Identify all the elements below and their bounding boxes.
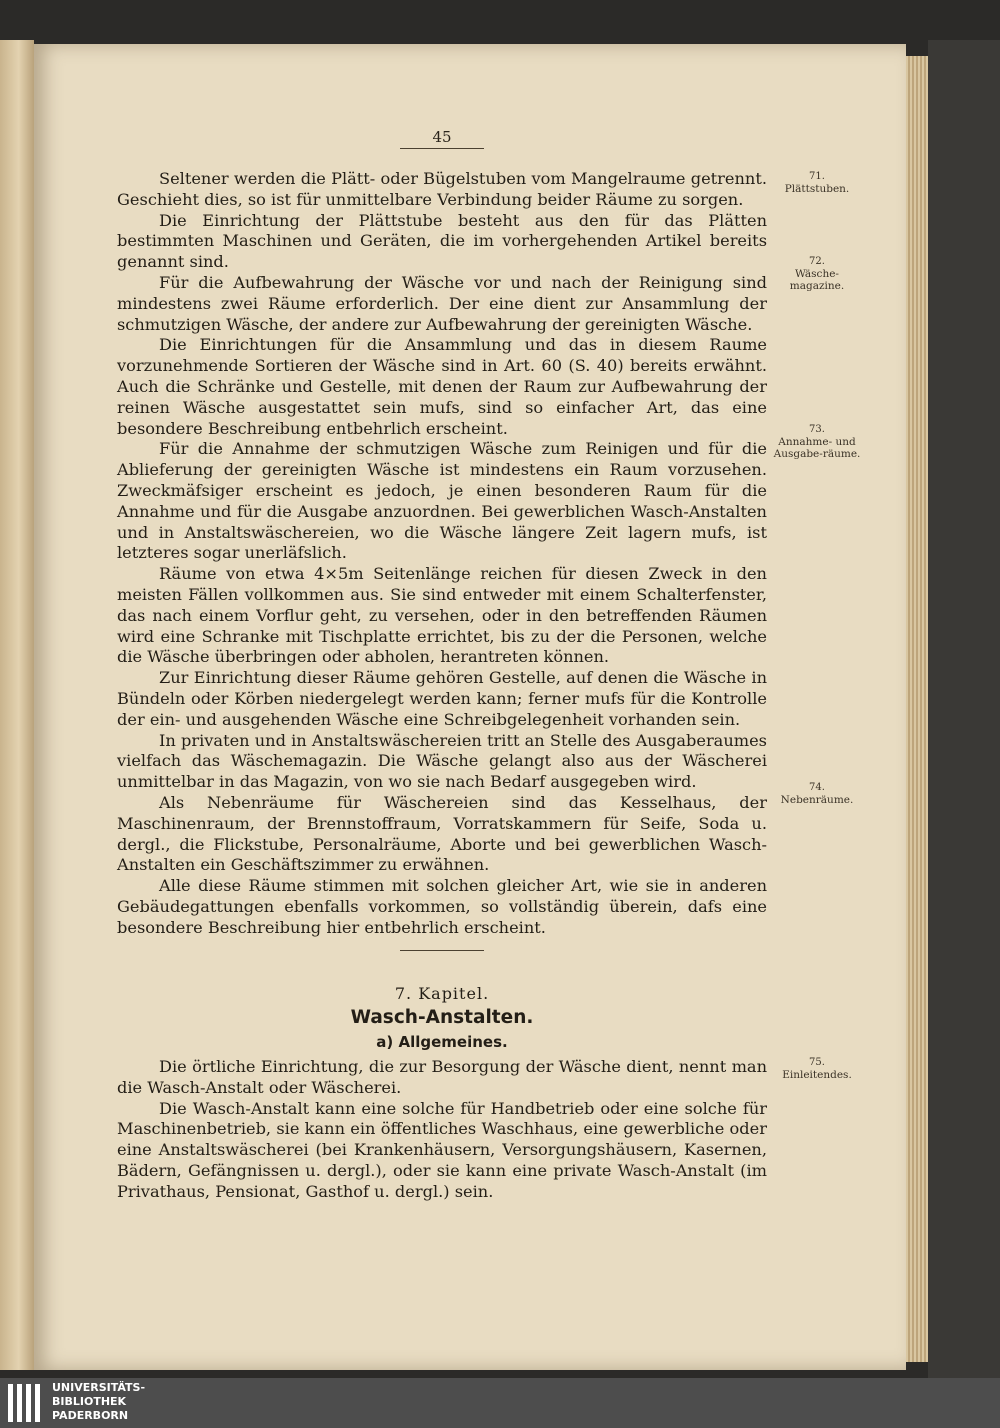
section-divider	[400, 950, 484, 951]
paragraph: Die Einrichtung der Plättstube besteht aus den für das Plätten bestimmten Maschinen und Geräten, die im vorhergehenden Artikel bereits genannt sind.	[117, 210, 767, 272]
margin-note-71	[768, 171, 866, 195]
margin-note-number: 74.	[809, 782, 825, 793]
margin-note-number: 73.	[809, 424, 825, 435]
footer-bar	[0, 1378, 1000, 1428]
margin-note-73	[768, 424, 866, 460]
margin-note-text: Nebenräume.	[780, 794, 854, 806]
margin-note-text: Annahme- und Ausgabe-räume.	[773, 436, 861, 460]
chapter-subtitle: a) Allgemeines.	[376, 1033, 508, 1051]
paragraph: Für die Aufbewahrung der Wäsche vor und nach der Reinigung sind mindestens zwei Räume erforderlich. Der eine dient zur Ansammlung der schmutzigen Wäsche, der andere zur Aufbewahrung der gereinigten Wäsche.	[117, 272, 767, 334]
page-edges-right	[906, 56, 928, 1362]
margin-note-text: Einleitendes.	[782, 1069, 852, 1081]
paragraph: In privaten und in Anstaltswäschereien tritt an Stelle des Ausgaberaumes vielfach das Wäschemagazin. Die Wäsche gelangt also aus der Wäscherei unmittelbar in das Magazin, von wo sie nach Bedarf ausgegeben wird.	[117, 730, 767, 792]
margin-note-74	[768, 782, 866, 806]
page-number: 45	[400, 128, 484, 149]
library-logo-icon	[8, 1384, 42, 1422]
margin-note-text: Wäsche-magazine.	[789, 268, 845, 292]
margin-note-72	[768, 256, 866, 292]
paragraph: Als Nebenräume für Wäschereien sind das Kesselhaus, der Maschinenraum, der Brennstoffraum, Vorratskammern für Seife, Soda u. dergl., die Flickstube, Personalräume, Aborte und bei gewerblichen Wasch-Anstalten ein Geschäftszimmer zu erwähnen.	[117, 792, 767, 875]
paragraph: Zur Einrichtung dieser Räume gehören Gestelle, auf denen die Wäsche in Bündeln oder Körben niedergelegt werden kann; ferner mufs für die Kontrolle der ein- und ausgehenden Wäsche eine Schreibgelegenheit vorhanden sein.	[117, 668, 767, 729]
paragraph: Alle diese Räume stimmen mit solchen gleicher Art, wie sie in anderen Gebäudegattungen ebenfalls vorkommen, so vollständig überein, dafs eine besondere Beschreibung hier entbehrlich erscheint.	[117, 876, 767, 937]
paragraph: Die örtliche Einrichtung, die zur Besorgung der Wäsche dient, nennt man die Wasch-Anstalt oder Wäscherei.	[117, 1057, 767, 1097]
paragraph: Für die Annahme der schmutzigen Wäsche zum Reinigen und für die Ablieferung der gereinigten Wäsche ist mindestens ein Raum vorzusehen. Zweckmäfsiger erscheint es jedoch, je einen besonderen Raum für die Annahme und für die Ausgabe anzuordnen. Bei gewerblichen Wasch-Anstalten und in Anstaltswäschereien, wo die Wäsche längere Zeit lagern mufs, ist letzteres sogar unerläfslich.	[117, 439, 767, 563]
body-text-top	[117, 169, 767, 938]
paragraph: Die Einrichtungen für die Ansammlung und das in diesem Raume vorzunehmende Sortieren der Wäsche sind in Art. 60 (S. 40) bereits erwähnt. Auch die Schränke und Gestelle, mit denen der Raum zur Aufbewahrung der reinen Wäsche ausgestattet sein mufs, sind so einfacher Art, das eine besondere Beschreibung entbehrlich erscheint.	[117, 335, 767, 438]
paragraph: Die Wasch-Anstalt kann eine solche für Handbetrieb oder eine solche für Maschinenbetrieb, sie kann ein öffentliches Waschhaus, eine gewerbliche oder eine Anstaltswäscherei (bei Krankenhäusern, Versorgungshäusern, Kasernen, Bädern, Gefängnissen u. dergl.), oder sie kann eine private Wasch-Anstalt (im Privathaus, Pensionat, Gasthof u. dergl.) sein.	[117, 1098, 767, 1201]
paragraph: Seltener werden die Plätt- oder Bügelstuben vom Mangelraume getrennt. Geschieht dies, so ist für unmittelbare Verbindung beider Räume zu sorgen.	[117, 169, 767, 209]
library-logo-text: UNIVERSITÄTS- BIBLIOTHEK PADERBORN	[52, 1381, 146, 1422]
margin-note-number: 71.	[809, 171, 825, 182]
book-edge-left	[0, 40, 34, 1370]
margin-note-text: Plättstuben.	[784, 183, 850, 195]
margin-note-number: 72.	[809, 256, 825, 267]
paragraph: Räume von etwa 4×5m Seitenlänge reichen für diesen Zweck in den meisten Fällen vollkommen aus. Sie sind entweder mit einem Schalterfenster, das nach einem Vorflur geht, zu versehen, oder in den betreffenden Räumen wird eine Schranke mit Tischplatte errichtet, bis zu der die Personen, welche die Wäsche überbringen oder abholen, herantreten können.	[117, 564, 767, 667]
chapter-title: Wasch-Anstalten.	[350, 1007, 534, 1028]
margin-note-75	[768, 1057, 866, 1081]
margin-note-number: 75.	[809, 1057, 825, 1068]
body-text-bottom	[117, 1057, 767, 1203]
chapter-number: 7. Kapitel.	[394, 984, 490, 1003]
book-cover-right	[928, 40, 1000, 1378]
